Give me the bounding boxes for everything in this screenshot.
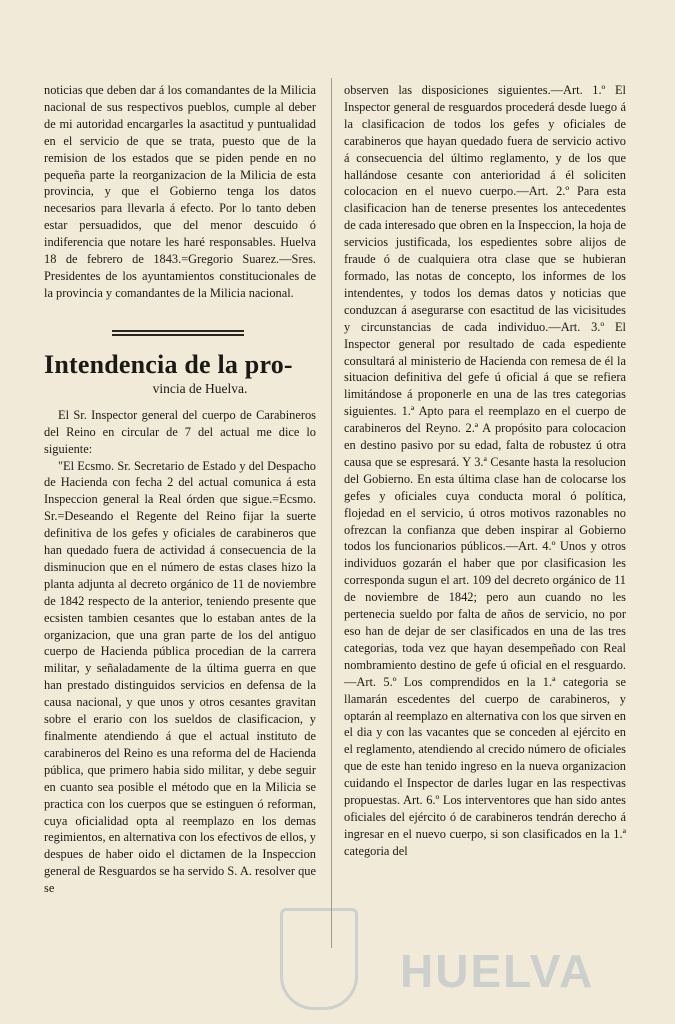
left-column	[44, 82, 316, 897]
left-paragraph-continued: noticias que deben dar á los comandantes de la Milicia nacional de sus respectivos pueblos, cumple al deber de mi autoridad encargarles la asactitud y puntualidad en el servicio de que se trata, puesto que de la remision de los estados que se piden pende en no pequeña parte la reorganizacion de la Milicia de esta provincia, y que el Gobierno tenga los datos necesarios para llevarla á efecto. Por lo tanto deben estar persuadidos, que del menor descuido ó indiferencia que notare les haré responsables. Huelva 18 de febrero de 1843.=Gregorio Suarez.—Sres. Presidentes de los ayuntamientos constitucionales de la provincia y comandantes de la Milicia nacional.	[44, 83, 316, 300]
left-paragraph-intro: El Sr. Inspector general del cuerpo de Carabineros del Reino en circular de 7 del actual me dice lo siguiente:	[44, 407, 316, 456]
watermark-text: HUELVA	[400, 945, 595, 997]
section-subheading: vincia de Huelva.	[152, 380, 248, 396]
right-column	[344, 82, 626, 860]
right-paragraph-articles: observen las disposiciones siguientes.—Art. 1.º El Inspector general de resguardos procederá desde luego á la clasificacion de todos los gefes y oficiales de carabineros que hayan quedado fuera de servicio activo á consecuencia del último reglamento, y de los que hallándose cesante con anterioridad á él soliciten colocacion en el nuevo cuerpo.—Art. 2.º Para esta clasificacion han de tenerse presentes los antecedentes de cada interesado que obren en la Inspeccion, la hoja de servicios justificada, los espedientes sobre alijos de fraude ó de cualquiera otra clase que se hubieran formado, las notas de concepto, los informes de los intendentes, y todos los demas datos y noticias que conduzcan á asegurarse con esactitud de las vicisitudes y circunstancias de cada individuo.—Art. 3.º El Inspector general por resultado de cada espediente consultará al ministerio de Hacienda con remesa de él la situacion definitiva del gefe ú oficial á que se refiera limitándose á proponerle en una de las tres categorias siguientes. 1.ª Apto para el reemplazo en el cuerpo de carabineros del Reyno. 2.ª A propósito para colocacion en destino pasivo por su edad, falta de robustez ú otra causa que se espresará. Y 3.ª Cesante hasta la resolucion del Gobierno. En esta última clase han de colocarse los gefes y oficiales cuya conducta moral ó política, flojedad en el servicio, ú otros motivos razonables no ofrezcan la confianza que deben inspirar al Gobierno todos los funcionarios públicos.—Art. 4.º Unos y otros individuos gozarán el haber que por clasificasion les corresponda sugun el art. 109 del decreto orgánico de 11 de noviembre de 1842; pero aun cuando no les pertenecia sueldo por falta de años de servicio, no por eso han de dejar de ser clasificados en una de las tres categorias, toda vez que hayan desempeñado con Real nombramiento destino de gefe ú oficial en el resguardo.—Art. 5.º Los comprendidos en la 1.ª categoria se llamarán escedentes del cuerpo de carabineros, y optarán al reemplazo en alternativa con los que sirven en el dia y con las vacantes que se conceden al ejército en el reglamento, atendiendo al crecido número de oficiales que de este han tenido ingreso en la nueva organizacion cuidando el Inspector de darles lugar en las respectivas propuestas. Art. 6.º Los interventores que han sido antes oficiales del ejército ó de carabineros tendrán derecho á ingresar en el nuevo cuerpo, si son clasificados en la 1.ª categoria del	[344, 83, 626, 858]
left-paragraph-order: "El Ecsmo. Sr. Secretario de Estado y del Despacho de Hacienda con fecha 2 del actual comunica á esta Inspeccion general la Real órden que sigue.=Ecsmo. Sr.=Deseando el Regente del Reino fijar la suerte definitiva de los gefes y oficiales de carabineros que han quedado fuera de actividad á consecuencia de la disminucion que en el número de estas clases hizo la planta adjunta al decreto orgánico de 11 de noviembre de 1842 respecto de la anterior, teniendo presente que ecsisten tambien cesantes que lo estaban antes de la organizacion, que una gran parte de los del antiguo cuerpo de Hacienda pública procedian de la carrera militar, y señaladamente de la última guerra en que han prestado distinguidos servicios en defensa de la causa nacional, y que unos y otros cesantes gravitan sobre el erario con los sueldos de clasificacion, y finalmente atendiendo á que el actual instituto de carabineros del Reino es una reforma del de Hacienda pública, que primero habia sido militar, y debe seguir en cuanto sea posible el método que en la Milicia se practica con los cuerpos que se estinguen ó reforman, cuya oficialidad opta al reemplazo en los demas regimientos, en alternativa con los efectivos de ellos, y despues de haber oido el dictamen de la Inspeccion general de Resguardos se ha servido S. A. resolver que se	[44, 458, 316, 896]
shield-icon	[280, 908, 358, 1010]
column-divider	[331, 78, 332, 948]
section-separator	[44, 329, 316, 338]
archive-watermark	[280, 908, 660, 1008]
section-heading: Intendencia de la pro-	[44, 349, 293, 379]
